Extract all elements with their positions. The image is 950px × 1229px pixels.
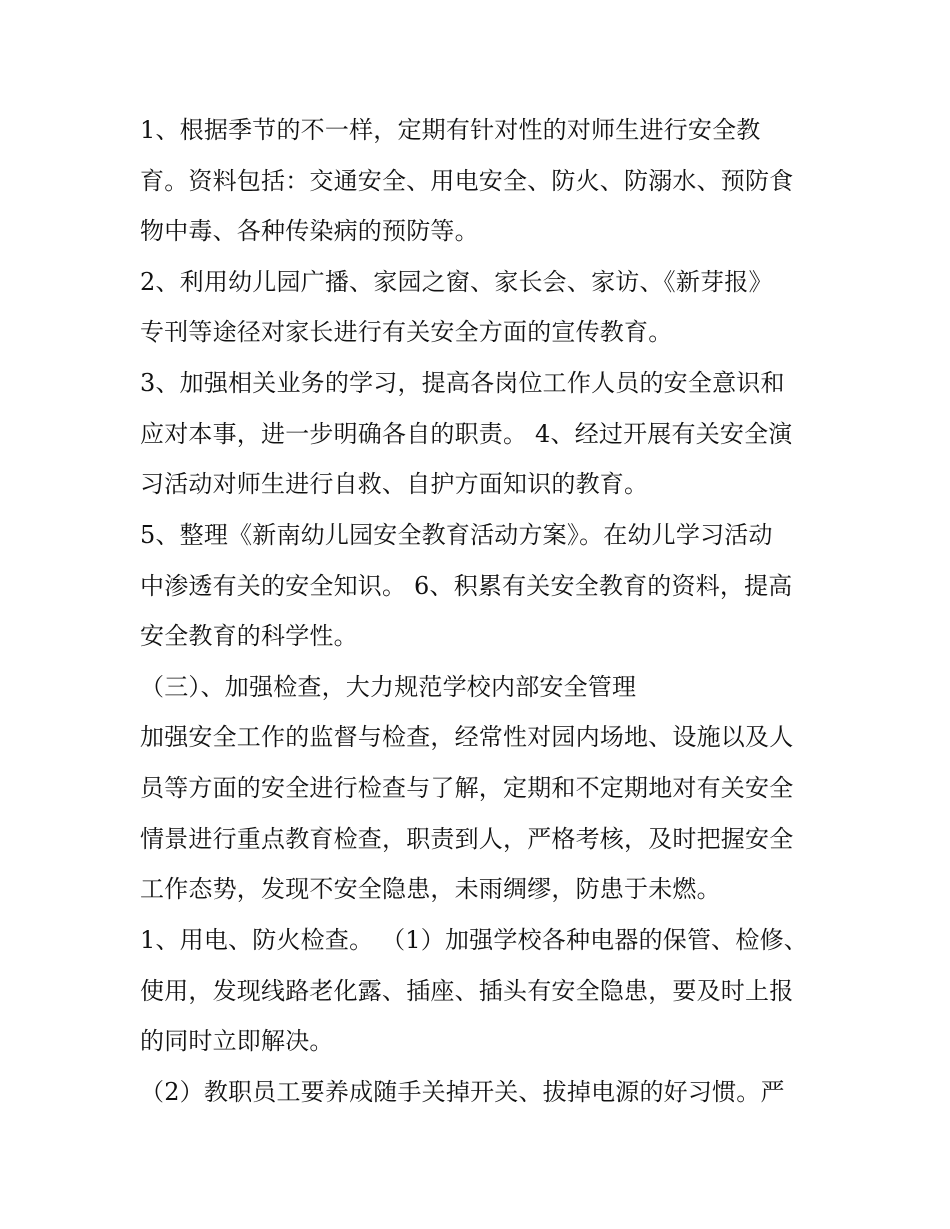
text-line: 专刊等途径对家长进行有关安全方面的宣传教育。 (140, 318, 673, 346)
text-line: 情景进行重点教育检查，职责到人，严格考核，及时把握安全 (140, 825, 794, 853)
text-line: 育。资料包括：交通安全、用电安全、防火、防溺水、预防食 (140, 167, 794, 195)
text-line: 加强安全工作的监督与检查，经常性对园内场地、设施以及人 (140, 723, 794, 751)
text-line: 5、整理《新南幼儿园安全教育活动方案》。在幼儿学习活动 (140, 521, 773, 549)
text-line: 1、根据季节的不一样，定期有针对性的对师生进行安全教 (140, 116, 761, 144)
text-line: 中渗透有关的安全知识。 6、积累有关安全教育的资料，提高 (140, 572, 793, 600)
text-line: 员等方面的安全进行检查与了解，定期和不定期地对有关安全 (140, 774, 794, 802)
text-line: 物中毒、各种传染病的预防等。 (140, 217, 479, 245)
text-line: 习活动对师生进行自救、自护方面知识的教育。 (140, 470, 649, 498)
text-line: 工作态势，发现不安全隐患，未雨绸缪，防患于未燃。 (140, 875, 721, 903)
text-line: 安全教育的科学性。 (140, 622, 358, 650)
text-line: 的同时立即解决。 (140, 1027, 334, 1055)
text-line: （2）教职员工要养成随手关掉开关、拔掉电源的好习惯。严 (140, 1078, 785, 1106)
text-line: 使用，发现线路老化露、插座、插头有安全隐患，要及时上报 (140, 977, 794, 1005)
text-line: 2、利用幼儿园广播、家园之窗、家长会、家访、《新芽报》 (140, 268, 773, 296)
text-line: 1、用电、防火检查。 （1）加强学校各种电器的保管、检修、 (140, 926, 808, 954)
section-heading: （三）、加强检查，大力规范学校内部安全管理 (140, 673, 637, 701)
text-line: 3、加强相关业务的学习，提高各岗位工作人员的安全意识和 (140, 369, 785, 397)
text-line: 应对本事，进一步明确各自的职责。 4、经过开展有关安全演 (140, 420, 793, 448)
